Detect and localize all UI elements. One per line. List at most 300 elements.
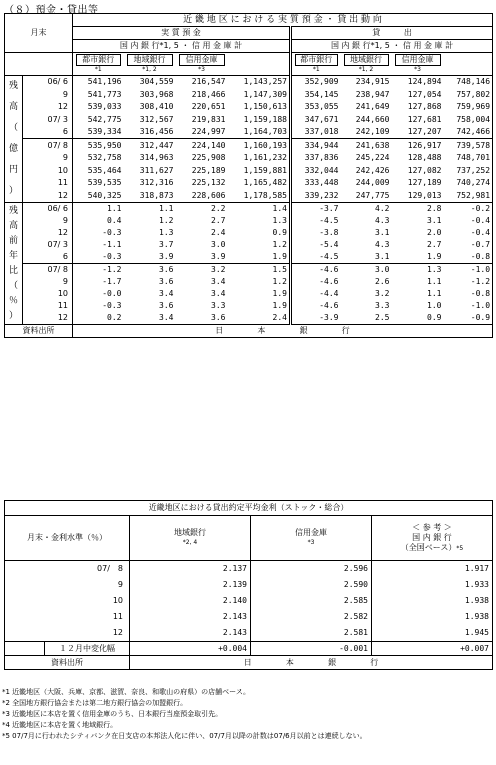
month-cell: 12 — [45, 625, 130, 642]
balance-side-label — [5, 76, 23, 203]
value-cell: 539,535 — [87, 178, 122, 188]
side-char: 残 — [8, 81, 18, 91]
side-char: ） — [8, 310, 18, 321]
value-cell: 333,448 — [304, 178, 339, 188]
rate-value: 2.585 — [251, 593, 372, 609]
month-column-header: 月末 — [5, 14, 73, 53]
value-cell: 216,547 — [191, 77, 226, 87]
value-cell: 303,968 — [139, 89, 174, 99]
value-cell: 337,018 — [304, 127, 339, 137]
table-row — [5, 101, 493, 113]
ratio-side-label — [5, 203, 23, 325]
indent-cell — [5, 609, 45, 625]
value-cell: 2.8 — [427, 204, 442, 213]
value-cell: 748,146 — [456, 77, 491, 87]
value-cell: 541,773 — [87, 89, 122, 99]
value-cell: -1.1 — [102, 240, 122, 249]
value-cell: 1.3 — [228, 215, 291, 227]
value-cell: 737,252 — [456, 165, 491, 175]
value-cell: -0.7 — [470, 240, 491, 249]
value-cell: -0.3 — [102, 301, 122, 310]
value-cell: 234,915 — [355, 77, 390, 87]
side-char: 高 — [8, 102, 18, 112]
table-row — [5, 227, 493, 239]
month-cell: 9 — [45, 577, 130, 593]
footnote-ref: *1 — [312, 66, 320, 73]
value-cell: -5.4 — [319, 240, 339, 249]
value-cell: 3.7 — [159, 240, 174, 249]
rate-value: 2.143 — [130, 625, 251, 642]
month-cell: 07/ 3 — [23, 239, 73, 251]
value-cell: 3.3 — [211, 301, 226, 310]
value-cell: 3.9 — [211, 252, 226, 261]
value-cell: 219,831 — [191, 114, 226, 124]
value-cell: -0.8 — [470, 289, 491, 298]
table-row — [5, 126, 493, 139]
value-cell: 542,775 — [87, 114, 122, 124]
value-cell: 337,836 — [304, 153, 339, 163]
value-cell: 129,013 — [392, 189, 444, 202]
rate-value: 2.581 — [251, 625, 372, 642]
rate-row — [5, 625, 493, 642]
value-cell: 3.2 — [176, 264, 228, 277]
value-cell: 1,150,613 — [228, 101, 291, 113]
value-cell: -4.6 — [319, 301, 339, 310]
deposit-regional_bank-header — [124, 53, 176, 76]
header-line: ＜ 参 考 ＞ — [412, 522, 452, 532]
table-row — [5, 189, 493, 202]
rate-table-title: 近畿地区における貸出約定平均金利（ストック・総合） — [5, 501, 493, 516]
deposit-city_bank-header — [73, 53, 124, 76]
value-cell: 332,044 — [304, 165, 339, 175]
rate-row — [5, 609, 493, 625]
month-cell: 06/ 6 — [23, 203, 73, 216]
value-cell: 1.2 — [159, 216, 174, 225]
rate-value: 1.938 — [464, 596, 489, 605]
rate-column-label: 月末・金利水準（％） — [5, 516, 130, 561]
rate-value: 1.917 — [464, 564, 489, 573]
header-spacer — [5, 53, 73, 76]
section-title: （８）預金・貸出等 — [4, 5, 99, 16]
value-cell: 126,917 — [392, 139, 444, 152]
value-cell: 1,143,257 — [228, 76, 291, 89]
loan-total-header: 国 内 銀 行*1, 5 ・ 信 用 金 庫 計 — [291, 40, 493, 53]
footnotes — [2, 687, 494, 742]
source-label: 資料出所 — [5, 656, 130, 670]
value-cell: -0.4 — [470, 216, 491, 225]
month-cell: 9 — [23, 89, 73, 101]
table-title: 近 畿 地 区 に お け る 実 質 預 金 ・ 貸 出 動 向 — [73, 14, 493, 27]
value-cell: 0.9 — [228, 227, 291, 239]
value-cell: 3.0 — [341, 264, 392, 277]
value-cell: 3.4 — [124, 312, 176, 325]
value-cell: 244,660 — [355, 114, 390, 124]
institution-label: 都市銀行 — [295, 54, 338, 66]
month-cell: 6 — [23, 126, 73, 139]
value-cell: 0.9 — [392, 312, 444, 325]
value-cell: 1.0 — [427, 301, 442, 310]
institution-label: 地域銀行 — [127, 54, 173, 66]
table-row — [5, 177, 493, 189]
deposit-total-header: 国 内 銀 行*1, 5 ・ 信 用 金 庫 計 — [73, 40, 291, 53]
side-char: （ — [8, 123, 18, 133]
value-cell: 224,997 — [191, 127, 226, 137]
value-cell: 225,189 — [191, 165, 226, 175]
rate-value: 1.938 — [464, 612, 489, 621]
value-cell: 2.6 — [375, 277, 390, 286]
value-cell: 124,894 — [407, 77, 442, 87]
value-cell: 312,567 — [139, 114, 174, 124]
value-cell: 3.4 — [159, 289, 174, 298]
value-cell: 127,207 — [407, 127, 442, 137]
value-cell: 3.6 — [159, 277, 174, 286]
value-cell: 535,950 — [73, 139, 124, 152]
loans-header: 貸 出 — [291, 27, 493, 40]
source-row — [5, 656, 493, 670]
value-cell: 2.2 — [211, 204, 226, 213]
value-cell: 312,316 — [139, 178, 174, 188]
rate-value: 2.143 — [130, 609, 251, 625]
value-cell: -1.7 — [102, 277, 122, 286]
value-cell: 228,606 — [176, 189, 228, 202]
value-cell: 3.4 — [211, 289, 226, 298]
indent-cell — [5, 577, 45, 593]
value-cell: 241,638 — [341, 139, 392, 152]
value-cell: -4.4 — [319, 289, 339, 298]
value-cell: 1.9 — [228, 300, 291, 312]
institution-label: 都市銀行 — [76, 54, 121, 66]
side-char: 残 — [8, 205, 18, 216]
value-cell: 1,164,703 — [228, 126, 291, 139]
value-cell: 225,908 — [191, 153, 226, 163]
value-cell: 2.7 — [427, 240, 442, 249]
month-cell: 07/ 8 — [45, 561, 130, 578]
footnote: *3 近畿地区に本店を置く信用金庫のうち、日本銀行当座預金取引先。 — [2, 710, 223, 718]
value-cell: -4.6 — [319, 277, 339, 286]
month-cell: 11 — [23, 177, 73, 189]
value-cell: -0.0 — [102, 289, 122, 298]
value-cell: -0.8 — [470, 252, 491, 261]
value-cell: -3.7 — [319, 204, 339, 213]
indent-cell — [5, 625, 45, 642]
value-cell: 224,140 — [176, 139, 228, 152]
table-row — [5, 152, 493, 164]
value-cell: 1.5 — [228, 264, 291, 277]
value-cell: 311,627 — [139, 165, 174, 175]
value-cell: 1,161,232 — [228, 152, 291, 164]
month-cell: 11 — [23, 300, 73, 312]
value-cell: 739,578 — [444, 139, 493, 152]
value-cell: 127,681 — [407, 114, 442, 124]
value-cell: 352,909 — [304, 77, 339, 87]
header-line: 地域銀行 — [174, 528, 206, 537]
table-row — [5, 312, 493, 325]
rate-value: 2.582 — [251, 609, 372, 625]
regional-bank-header — [130, 516, 251, 561]
value-cell: 1,159,188 — [228, 113, 291, 125]
value-cell: 3.1 — [375, 228, 390, 237]
value-cell: 2.0 — [427, 228, 442, 237]
value-cell: 128,488 — [407, 153, 442, 163]
value-cell: 1.1 — [427, 289, 442, 298]
value-cell: 353,055 — [304, 102, 339, 112]
value-cell: 220,651 — [191, 102, 226, 112]
header-line: *2, 4 — [182, 539, 198, 546]
value-cell: -4.6 — [291, 264, 341, 277]
source-text: 日 本 銀 行 — [243, 657, 379, 667]
deposit-loan-table — [4, 13, 493, 338]
value-cell: 0.2 — [73, 312, 124, 325]
value-cell: 1,147,309 — [228, 89, 291, 101]
side-char: 高 — [8, 220, 18, 231]
side-char: （ — [8, 280, 18, 291]
value-cell: 127,082 — [407, 165, 442, 175]
shinkin-header — [251, 516, 372, 561]
value-cell: 3.3 — [375, 301, 390, 310]
value-cell: 535,464 — [87, 165, 122, 175]
value-cell: 4.3 — [375, 216, 390, 225]
month-cell: 9 — [23, 276, 73, 288]
rate-row — [5, 577, 493, 593]
header-line: 国 内 銀 行 — [412, 532, 452, 542]
value-cell: 1.3 — [392, 264, 444, 277]
value-cell: 3.6 — [124, 264, 176, 277]
value-cell: 759,969 — [456, 102, 491, 112]
rate-value: 2.140 — [130, 593, 251, 609]
table-row — [5, 288, 493, 300]
ref-basis: （全国ベース） — [400, 542, 457, 552]
footnote-ref: *1, 2 — [358, 66, 374, 73]
value-cell: 312,447 — [124, 139, 176, 152]
value-cell: -0.3 — [102, 252, 122, 261]
deposit-total-column-header — [228, 53, 291, 76]
month-cell: 12 — [23, 101, 73, 113]
value-cell: 241,649 — [355, 102, 390, 112]
value-cell: 1.2 — [228, 239, 291, 251]
value-cell: -0.4 — [470, 228, 491, 237]
side-char: ％ — [8, 295, 18, 306]
rate-value: 2.137 — [130, 561, 251, 578]
value-cell: 532,758 — [87, 153, 122, 163]
institution-label: 信用金庫 — [179, 54, 225, 66]
value-cell: 339,232 — [291, 189, 341, 202]
side-char: ） — [8, 186, 18, 196]
value-cell: 2.4 — [228, 312, 291, 325]
loan-shinkin-header — [392, 53, 444, 76]
table-row — [5, 239, 493, 251]
value-cell: -0.2 — [470, 204, 491, 213]
value-cell: 316,456 — [139, 127, 174, 137]
month-cell: 10 — [23, 164, 73, 176]
deposit-shinkin-header — [176, 53, 228, 76]
footnote-ref: *3 — [198, 66, 205, 73]
value-cell: 3.6 — [176, 312, 228, 325]
month-cell: 07/ 8 — [23, 264, 73, 277]
value-cell: 3.4 — [211, 277, 226, 286]
value-cell: 314,963 — [139, 153, 174, 163]
month-cell: 12 — [23, 189, 73, 202]
month-cell: 9 — [23, 152, 73, 164]
rate-value: 2.139 — [130, 577, 251, 593]
table-row — [5, 139, 493, 152]
month-cell: 06/ 6 — [23, 76, 73, 89]
value-cell: 3.1 — [427, 216, 442, 225]
value-cell: 757,802 — [456, 89, 491, 99]
value-cell: 4.2 — [375, 204, 390, 213]
table-row — [5, 203, 493, 216]
value-cell: -3.8 — [319, 228, 339, 237]
table-row — [5, 276, 493, 288]
month-cell: 07/ 3 — [23, 113, 73, 125]
value-cell: 242,109 — [355, 127, 390, 137]
change-value: +0.004 — [130, 642, 251, 656]
source-label: 資料出所 — [5, 325, 73, 338]
footnote-ref: *3 — [414, 66, 421, 73]
value-cell: 1.9 — [228, 288, 291, 300]
value-cell: 304,559 — [139, 77, 174, 87]
value-cell: 244,009 — [355, 178, 390, 188]
value-cell: 3.1 — [375, 252, 390, 261]
loan-city_bank-header — [291, 53, 341, 76]
table-row — [5, 215, 493, 227]
value-cell: 539,033 — [87, 102, 122, 112]
change-value: +0.007 — [372, 642, 493, 656]
value-cell: 1.2 — [228, 276, 291, 288]
value-cell: -0.3 — [102, 228, 122, 237]
table-row — [5, 164, 493, 176]
value-cell: 1.4 — [228, 203, 291, 216]
value-cell: 308,410 — [139, 102, 174, 112]
value-cell: 238,947 — [355, 89, 390, 99]
side-char: 年 — [8, 250, 18, 261]
month-cell: 12 — [23, 312, 73, 325]
reference-header — [372, 516, 493, 561]
month-cell: 10 — [45, 593, 130, 609]
month-cell: 9 — [23, 215, 73, 227]
value-cell: 127,189 — [407, 178, 442, 188]
table-row — [5, 251, 493, 264]
value-cell: -1.2 — [470, 277, 491, 286]
value-cell: 752,981 — [444, 189, 493, 202]
value-cell: -4.5 — [319, 216, 339, 225]
value-cell: 245,224 — [355, 153, 390, 163]
loan-total-column-header — [444, 53, 493, 76]
value-cell: 1,160,193 — [228, 139, 291, 152]
value-cell: 3.0 — [211, 240, 226, 249]
value-cell: -1.0 — [444, 264, 493, 277]
month-cell: 6 — [23, 251, 73, 264]
change-label: １２月中変化幅 — [45, 642, 130, 656]
value-cell: 334,944 — [291, 139, 341, 152]
value-cell: 1,159,881 — [228, 164, 291, 176]
footnote-ref: *1, 2 — [142, 66, 157, 73]
rate-value: 2.596 — [251, 561, 372, 578]
table-row — [5, 113, 493, 125]
header-line — [374, 543, 490, 554]
footnote-ref: *5 — [456, 544, 464, 552]
rate-value: 1.945 — [464, 628, 489, 637]
footnote: *5 07/7月に行われたシティバンク在日支店の本邦法人化に伴い、07/7月以降の計数は07/6月以前とは連続しない。 — [2, 732, 367, 740]
header-line: 信用金庫 — [295, 528, 327, 537]
table-row — [5, 76, 493, 89]
loan-rate-table — [4, 500, 493, 670]
value-cell: 4.3 — [375, 240, 390, 249]
value-cell: 218,466 — [191, 89, 226, 99]
value-cell: -0.9 — [444, 312, 493, 325]
value-cell: 2.5 — [341, 312, 392, 325]
side-char: 億 — [8, 144, 18, 154]
value-cell: 1.1 — [159, 204, 174, 213]
value-cell: 225,132 — [191, 178, 226, 188]
side-char: 前 — [8, 235, 18, 246]
value-cell: 318,873 — [124, 189, 176, 202]
value-cell: 127,054 — [407, 89, 442, 99]
value-cell: -1.2 — [73, 264, 124, 277]
rate-row — [5, 593, 493, 609]
value-cell: 748,701 — [456, 153, 491, 163]
rate-row — [5, 561, 493, 578]
value-cell: 540,325 — [73, 189, 124, 202]
value-cell: 1,178,585 — [228, 189, 291, 202]
value-cell: 127,868 — [407, 102, 442, 112]
rate-value: 2.590 — [251, 577, 372, 593]
header-line: *3 — [307, 539, 315, 546]
value-cell: 2.7 — [211, 216, 226, 225]
value-cell: 1,165,482 — [228, 177, 291, 189]
value-cell: 539,334 — [87, 127, 122, 137]
indent-cell — [5, 593, 45, 609]
footnote: *1 近畿地区（大阪、兵庫、京都、滋賀、奈良、和歌山の府県）の店舗ベース。 — [2, 688, 251, 696]
value-cell: 242,426 — [355, 165, 390, 175]
value-cell: -4.5 — [319, 252, 339, 261]
value-cell: 1.1 — [427, 277, 442, 286]
value-cell: 742,466 — [456, 127, 491, 137]
table-row — [5, 89, 493, 101]
rate-value: 1.933 — [464, 580, 489, 589]
indent-cell — [5, 561, 45, 578]
value-cell: 758,004 — [456, 114, 491, 124]
deposits-header: 実 質 預 金 — [73, 27, 291, 40]
indent-cell — [5, 642, 45, 656]
side-char: 比 — [8, 265, 18, 276]
value-cell: 1.1 — [107, 204, 122, 213]
value-cell: 0.4 — [107, 216, 122, 225]
footnote-ref: *1 — [94, 66, 102, 73]
month-cell: 07/ 8 — [23, 139, 73, 152]
change-row — [5, 642, 493, 656]
value-cell: 1.9 — [228, 251, 291, 264]
value-cell: 740,274 — [456, 178, 491, 188]
side-char: 円 — [8, 165, 18, 175]
month-cell: 12 — [23, 227, 73, 239]
table-row — [5, 264, 493, 277]
value-cell: 354,145 — [304, 89, 339, 99]
value-cell: 541,196 — [87, 77, 122, 87]
institution-label: 地域銀行 — [344, 54, 389, 66]
institution-label: 信用金庫 — [395, 54, 441, 66]
change-value: -0.001 — [251, 642, 372, 656]
value-cell: 3.6 — [159, 301, 174, 310]
value-cell: 347,671 — [304, 114, 339, 124]
source-text: 日 本 銀 行 — [215, 326, 350, 335]
source-row — [5, 325, 493, 338]
value-cell: 3.9 — [159, 252, 174, 261]
value-cell: 3.2 — [375, 289, 390, 298]
footnote: *4 近畿地区に本店を置く地域銀行。 — [2, 721, 118, 729]
footnote: *2 全国地方銀行協会または第二地方銀行協会の加盟銀行。 — [2, 699, 188, 707]
value-cell: 247,775 — [341, 189, 392, 202]
value-cell: 1.9 — [427, 252, 442, 261]
